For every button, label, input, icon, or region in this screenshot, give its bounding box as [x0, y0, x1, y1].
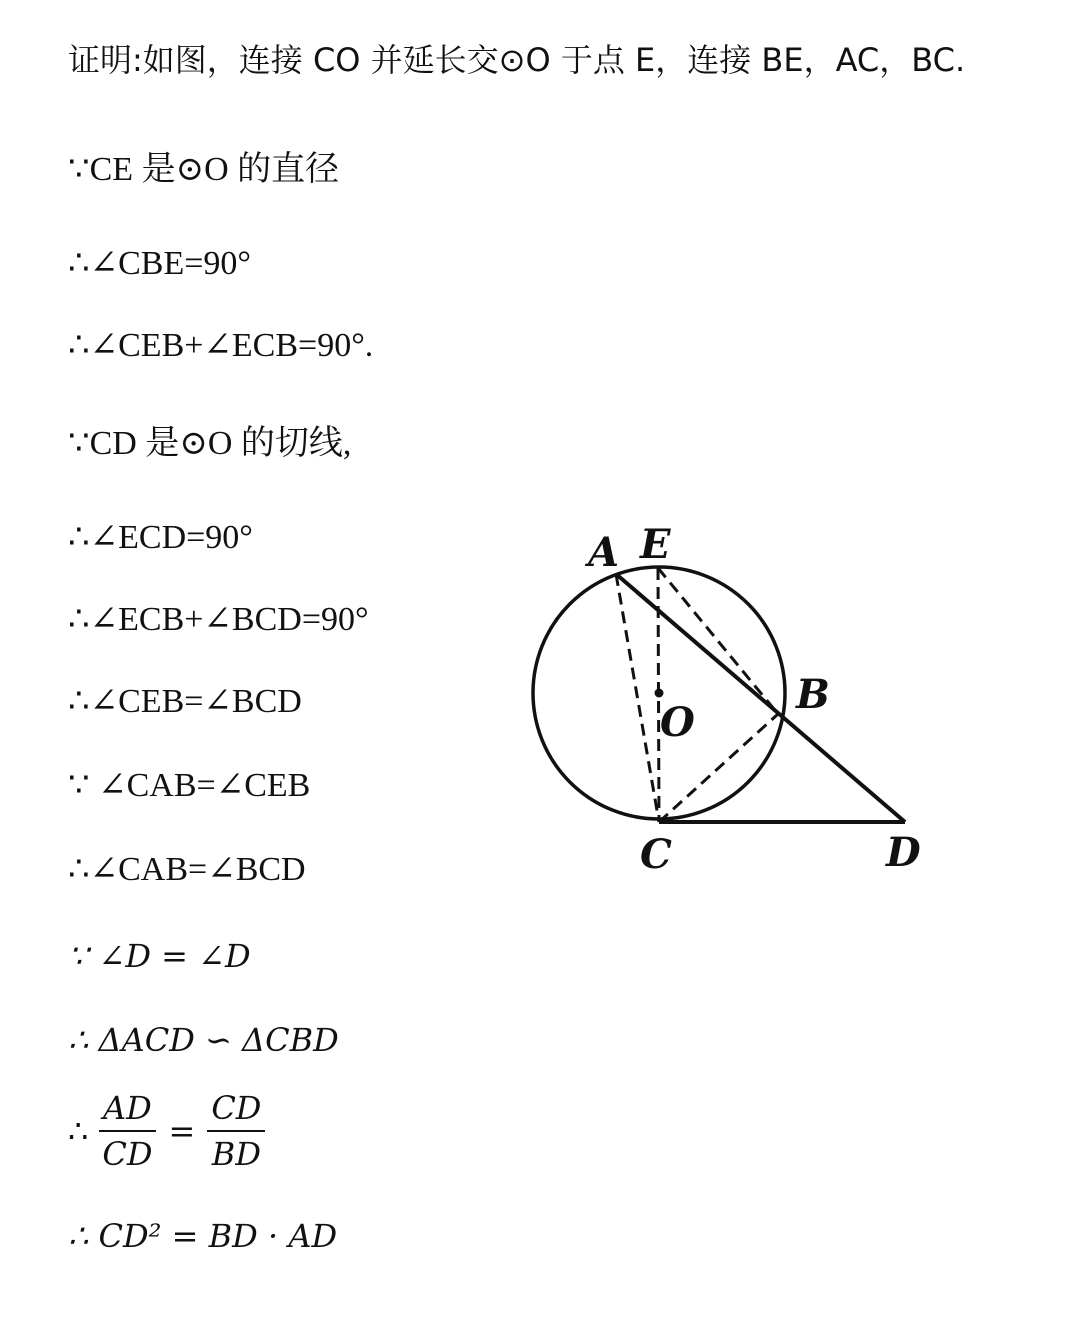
proof-line-4: ∵CD 是⊙O 的切线, — [68, 425, 352, 462]
proof-line-3: ∴∠CEB+∠ECB=90°. — [68, 327, 374, 364]
label-b: B — [796, 671, 830, 718]
segment-eb-dashed — [658, 568, 778, 714]
proof-line-7: ∴∠CEB=∠BCD — [68, 683, 302, 720]
equals-sign: = — [168, 1112, 196, 1150]
proof-line-5: ∴∠ECD=90° — [68, 519, 253, 556]
proof-line-10: ∵ ∠D = ∠D — [68, 937, 251, 975]
fraction-right — [207, 1090, 265, 1172]
proof-intro: 证明:如图，连接 CO 并延长交⊙O 于点 E，连接 BE，AC，BC. — [68, 41, 966, 79]
geometry-diagram — [500, 510, 940, 890]
proof-line-12-fraction — [68, 1090, 269, 1172]
label-a: A — [588, 529, 620, 576]
label-d: D — [886, 829, 921, 876]
proof-line-11: ∴ ΔACD ∽ ΔCBD — [68, 1021, 339, 1059]
fraction-right-denominator: BD — [211, 1135, 261, 1173]
fraction-left-denominator: CD — [102, 1135, 153, 1173]
proof-line-8: ∵ ∠CAB=∠CEB — [68, 767, 311, 804]
proof-line-9: ∴∠CAB=∠BCD — [68, 851, 306, 888]
proof-line-2: ∴∠CBE=90° — [68, 245, 252, 282]
fraction-left-numerator: AD — [99, 1090, 156, 1132]
fraction-right-numerator: CD — [207, 1090, 265, 1132]
label-c: C — [640, 831, 672, 878]
label-e: E — [640, 521, 671, 568]
fraction-left — [98, 1090, 156, 1172]
therefore-symbol: ∴ — [68, 1112, 89, 1150]
proof-line-13: ∴ CD² = BD · AD — [68, 1217, 338, 1255]
proof-line-1: ∵CE 是⊙O 的直径 — [68, 151, 340, 188]
label-o: O — [660, 699, 695, 746]
proof-line-6: ∴∠ECB+∠BCD=90° — [68, 601, 369, 638]
segment-ac-dashed — [616, 574, 659, 822]
center-point-o — [655, 689, 664, 698]
